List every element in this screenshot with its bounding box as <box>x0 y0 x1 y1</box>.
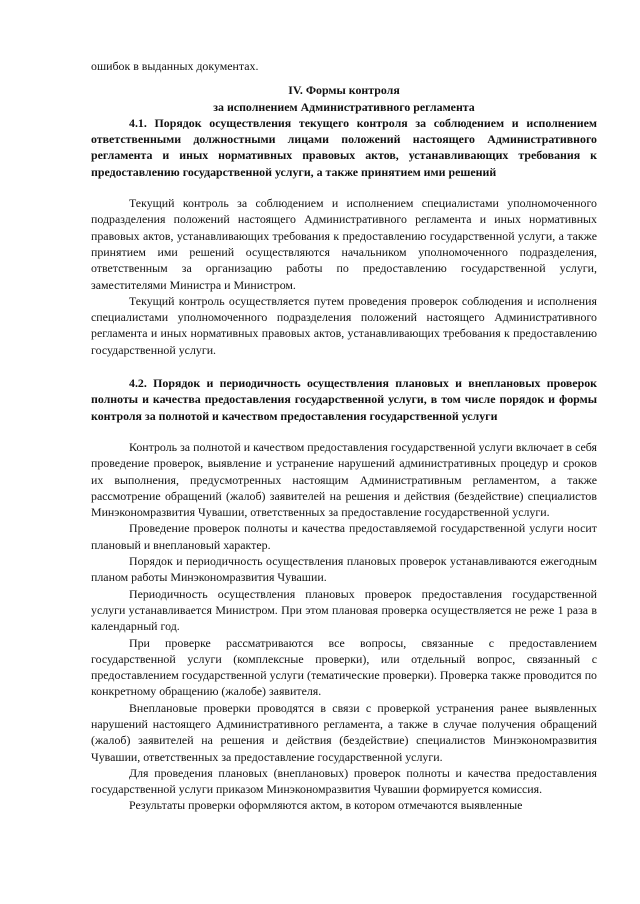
top-fragment: ошибок в выданных документах. <box>91 59 259 73</box>
section-4-2-paragraph: Контроль за полнотой и качеством предоставления государственной услуги включает в себя проведение проверок, выявление и устранение нарушений административных процедур и сроков их выполнения, предусмотренных настоящим Административным регламентом, а также рассмотрение обращений (жалоб) заявителей на решения и действия (бездействие) специалистов Минэкономразвития Чувашии, ответственных за предоставление государственной услуги. <box>91 439 597 520</box>
section-subtitle: за исполнением Административного регламента <box>213 99 475 114</box>
section-4-1-paragraph: Текущий контроль осуществляется путем проведения проверок соблюдения и исполнения специалистами уполномоченного подразделения положений настоящего Административного регламента и иных нормативных правовых актов, устанавливающих требования к предоставлению государственной услуги. <box>91 293 597 357</box>
document-page <box>91 58 597 814</box>
section-4-2-paragraph: Проведение проверок полноты и качества предоставляемой государственной услуги носит плановый и внеплановый характер. <box>91 521 597 552</box>
section-title: IV. Формы контроля <box>288 83 400 98</box>
section-4-2-paragraph: Результаты проверки оформляются актом, в котором отмечаются выявленные <box>129 798 523 813</box>
section-4-2-paragraph: Порядок и периодичность осуществления плановых проверок устанавливаются ежегодным планом работы Минэкономразвития Чувашии. <box>91 554 597 585</box>
section-4-2-heading: 4.2. Порядок и периодичность осуществления плановых и внеплановых проверок полноты и качества предоставления государственной услуги, в том числе порядок и формы контроля за полнотой и качеством предоставления государственной услуги <box>91 376 597 423</box>
section-4-2-paragraph: Периодичность осуществления плановых проверок предоставления государственной услуги устанавливается Министром. При этом плановая проверка осуществляется не реже 1 раза в календарный год. <box>91 586 597 634</box>
section-4-2-paragraph: Внеплановые проверки проводятся в связи с проверкой устранения ранее выявленных нарушений настоящего Административного регламента, а также в случае получения обращений (жалоб) заявителей на решения и действия (бездействие) специалистов Минэкономразвития Чувашии, ответственных за предоставление государственной услуги. <box>91 700 597 764</box>
section-4-1-paragraph: Текущий контроль за соблюдением и исполнением специалистами уполномоченного подразделения положений настоящего Административного регламента и иных нормативных правовых актов, устанавливающих требования к предоставлению государственной услуги, а также принятием ими решений осуществляются начальником уполномоченного подразделения, ответственным за организацию работы по предоставлению государственной услуги, заместителями Министра и Министром. <box>91 196 597 292</box>
section-4-2-paragraph: Для проведения плановых (внеплановых) проверок полноты и качества предоставления государственной услуги приказом Минэкономразвития Чувашии формируется комиссия. <box>91 765 597 797</box>
section-4-2-paragraph: При проверке рассматриваются все вопросы, связанные с предоставлением государственной услуги (комплексные проверки), или отдельный вопрос, связанный с предоставлением государственной услуги (тематические проверки). Проверка также проводится по конкретному обращению (жалобе) заявителя. <box>91 635 597 699</box>
section-4-1-heading: 4.1. Порядок осуществления текущего контроля за соблюдением и исполнением ответственными должностными лицами положений настоящего Административного регламента и иных нормативных правовых актов, устанавливающих требования к предоставлению государственной услуги, а также принятием ими решений <box>91 115 597 179</box>
